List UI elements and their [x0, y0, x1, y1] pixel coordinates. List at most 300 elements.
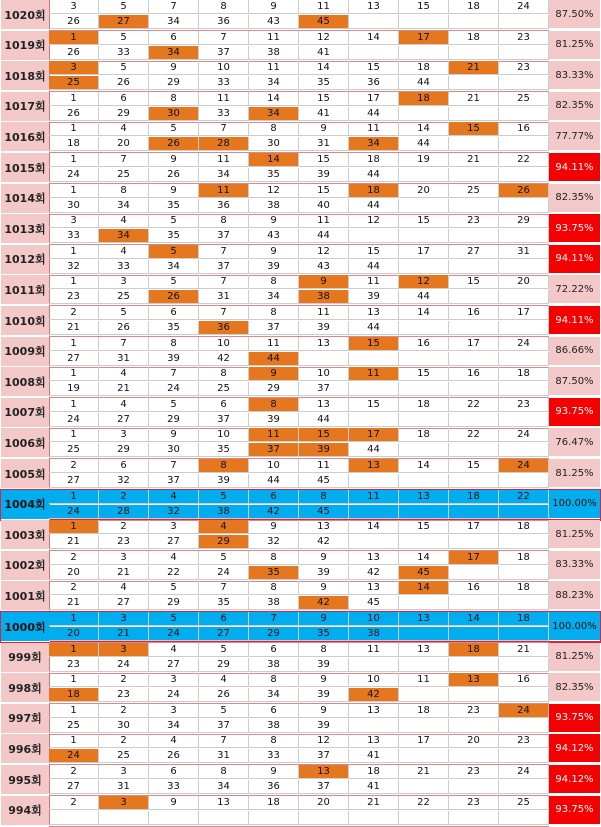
number-cell: 37 — [199, 229, 249, 243]
number-cell: 35 — [299, 627, 349, 641]
number-cell: 4 — [149, 490, 199, 504]
number-cell: 25 — [499, 92, 549, 106]
number-cell — [499, 658, 549, 672]
number-cell — [449, 290, 499, 304]
number-cell: 42 — [299, 535, 349, 549]
round-label: 1005회 — [1, 459, 50, 489]
number-cell: 18 — [499, 367, 549, 381]
number-cell: 14 — [399, 459, 449, 473]
number-cell: 24 — [499, 337, 549, 351]
number-cell: 29 — [199, 658, 249, 672]
number-cell: 1 — [49, 520, 99, 534]
round-label: 1016회 — [1, 122, 50, 152]
number-cell — [449, 107, 499, 121]
number-cell: 8 — [149, 337, 199, 351]
number-cell — [399, 199, 449, 213]
number-cell: 12 — [399, 275, 449, 289]
number-cell: 9 — [249, 367, 299, 381]
number-cell — [399, 15, 449, 29]
number-cell: 24 — [499, 459, 549, 473]
number-cell: 21 — [399, 765, 449, 779]
number-cell — [399, 627, 449, 641]
number-cell: 26 — [149, 290, 199, 304]
number-cell: 14 — [249, 92, 299, 106]
round-label: 1013회 — [1, 214, 50, 244]
number-cell: 5 — [149, 245, 199, 259]
number-cell — [499, 688, 549, 702]
number-cell: 21 — [349, 796, 399, 810]
number-cell: 27 — [49, 780, 99, 794]
number-cell: 13 — [299, 337, 349, 351]
number-cell: 13 — [299, 398, 349, 412]
number-cell: 34 — [349, 137, 399, 151]
table-row — [0, 734, 601, 764]
number-cell: 35 — [199, 443, 249, 457]
number-cell: 35 — [249, 566, 299, 580]
number-cell: 9 — [299, 704, 349, 718]
number-cell: 7 — [99, 153, 149, 167]
match-percent: 94.11% — [549, 245, 600, 274]
number-cell: 39 — [299, 321, 349, 335]
number-cell: 21 — [99, 382, 149, 396]
table-row — [0, 796, 601, 826]
number-cell: 2 — [99, 673, 149, 687]
round-label: 997회 — [1, 704, 50, 734]
number-cell: 11 — [249, 428, 299, 442]
number-cell: 38 — [249, 596, 299, 610]
number-cell — [449, 627, 499, 641]
number-cell: 7 — [199, 734, 249, 748]
table-row — [0, 704, 601, 734]
table-row — [0, 275, 601, 305]
number-cell: 2 — [99, 734, 149, 748]
number-cell: 18 — [499, 581, 549, 595]
number-cell: 11 — [249, 61, 299, 75]
number-cell: 44 — [349, 260, 399, 274]
number-cell — [499, 107, 549, 121]
match-percent: 83.33% — [549, 61, 600, 90]
number-cell: 15 — [399, 520, 449, 534]
number-cell: 39 — [299, 719, 349, 733]
number-cell: 29 — [149, 596, 199, 610]
number-cell: 39 — [349, 290, 399, 304]
number-cell: 29 — [99, 443, 149, 457]
number-cell — [499, 596, 549, 610]
number-cell: 21 — [99, 627, 149, 641]
number-cell: 18 — [399, 92, 449, 106]
number-cell — [399, 474, 449, 488]
number-cell: 1 — [49, 122, 99, 136]
number-cell: 31 — [199, 749, 249, 763]
round-label: 1012회 — [1, 245, 50, 275]
table-row — [0, 673, 601, 703]
table-row — [0, 428, 601, 458]
table-row — [0, 306, 601, 336]
number-cell: 25 — [99, 749, 149, 763]
number-cell — [299, 352, 349, 366]
number-cell — [499, 382, 549, 396]
number-cell: 10 — [349, 612, 399, 626]
number-cell: 18 — [49, 137, 99, 151]
number-cell: 13 — [449, 673, 499, 687]
number-cell: 37 — [199, 719, 249, 733]
number-cell — [499, 46, 549, 60]
number-cell: 13 — [399, 643, 449, 657]
number-cell: 10 — [349, 673, 399, 687]
number-cell — [349, 505, 399, 519]
number-cell — [399, 168, 449, 182]
number-cell: 35 — [149, 229, 199, 243]
number-cell: 13 — [349, 306, 399, 320]
number-cell: 41 — [349, 780, 399, 794]
number-cell: 8 — [299, 643, 349, 657]
number-cell: 39 — [249, 413, 299, 427]
number-cell — [449, 352, 499, 366]
number-cell — [449, 46, 499, 60]
number-cell — [399, 321, 449, 335]
number-cell: 24 — [149, 627, 199, 641]
match-percent: 82.35% — [549, 673, 600, 702]
number-cell: 29 — [149, 413, 199, 427]
number-cell: 41 — [349, 749, 399, 763]
number-cell: 8 — [299, 490, 349, 504]
number-cell: 24 — [499, 765, 549, 779]
number-cell: 24 — [499, 704, 549, 718]
number-cell: 1 — [49, 245, 99, 259]
match-percent: 93.75% — [549, 704, 600, 733]
number-cell: 38 — [249, 46, 299, 60]
number-cell: 20 — [49, 566, 99, 580]
number-cell: 8 — [249, 581, 299, 595]
number-cell: 44 — [249, 352, 299, 366]
number-cell: 27 — [149, 658, 199, 672]
number-cell: 16 — [449, 367, 499, 381]
number-cell: 26 — [149, 168, 199, 182]
number-cell: 8 — [249, 734, 299, 748]
number-cell: 39 — [299, 566, 349, 580]
number-cell: 44 — [349, 168, 399, 182]
number-cell — [499, 260, 549, 274]
number-cell: 1 — [49, 398, 99, 412]
number-cell: 3 — [99, 275, 149, 289]
number-cell: 23 — [99, 688, 149, 702]
number-cell: 4 — [99, 398, 149, 412]
number-cell — [399, 688, 449, 702]
number-cell: 44 — [349, 321, 399, 335]
number-cell: 11 — [349, 122, 399, 136]
number-cell: 34 — [199, 168, 249, 182]
number-cell: 33 — [199, 107, 249, 121]
number-cell: 8 — [99, 184, 149, 198]
number-cell — [449, 229, 499, 243]
table-row — [0, 61, 601, 91]
number-cell: 6 — [199, 612, 249, 626]
number-cell: 33 — [199, 76, 249, 90]
number-cell: 30 — [249, 137, 299, 151]
number-cell — [499, 749, 549, 763]
number-cell: 33 — [99, 260, 149, 274]
round-label: 1009회 — [1, 337, 50, 367]
number-cell — [399, 229, 449, 243]
number-cell: 5 — [199, 490, 249, 504]
number-cell: 1 — [49, 92, 99, 106]
number-cell: 23 — [449, 214, 499, 228]
number-cell: 34 — [199, 780, 249, 794]
number-cell: 39 — [299, 168, 349, 182]
number-cell: 3 — [99, 796, 149, 810]
number-cell: 40 — [299, 199, 349, 213]
number-cell — [349, 413, 399, 427]
number-cell: 9 — [149, 184, 199, 198]
number-cell — [149, 811, 199, 825]
number-cell: 4 — [99, 245, 149, 259]
number-cell — [449, 658, 499, 672]
number-cell: 39 — [299, 688, 349, 702]
number-cell — [499, 168, 549, 182]
number-cell: 29 — [499, 214, 549, 228]
number-cell — [399, 505, 449, 519]
number-cell: 11 — [349, 367, 399, 381]
number-cell — [449, 382, 499, 396]
number-cell: 25 — [499, 796, 549, 810]
match-percent: 94.11% — [549, 153, 600, 182]
number-cell: 8 — [199, 765, 249, 779]
number-cell — [499, 15, 549, 29]
number-cell: 15 — [449, 122, 499, 136]
number-cell: 6 — [249, 643, 299, 657]
round-label: 1008회 — [1, 367, 50, 397]
match-percent: 94.12% — [549, 734, 600, 763]
number-cell: 9 — [249, 0, 299, 14]
round-label: 1017회 — [1, 92, 50, 122]
number-cell: 44 — [299, 229, 349, 243]
number-cell: 5 — [99, 31, 149, 45]
number-cell: 1 — [49, 428, 99, 442]
number-cell: 13 — [349, 734, 399, 748]
number-cell: 8 — [199, 459, 249, 473]
number-cell: 8 — [249, 122, 299, 136]
number-cell: 7 — [99, 337, 149, 351]
number-cell: 24 — [49, 749, 99, 763]
number-cell: 8 — [199, 367, 249, 381]
number-cell: 35 — [249, 168, 299, 182]
number-cell: 15 — [399, 0, 449, 14]
match-percent: 94.12% — [549, 765, 600, 794]
number-cell: 24 — [499, 0, 549, 14]
number-cell: 25 — [199, 382, 249, 396]
number-cell: 5 — [199, 643, 249, 657]
number-cell: 37 — [199, 260, 249, 274]
table-row — [0, 551, 601, 581]
number-cell: 37 — [249, 321, 299, 335]
number-cell: 37 — [299, 749, 349, 763]
number-cell: 25 — [49, 719, 99, 733]
table-row — [0, 765, 601, 795]
number-cell — [449, 168, 499, 182]
number-cell: 2 — [99, 520, 149, 534]
number-cell: 30 — [149, 443, 199, 457]
number-cell: 8 — [199, 214, 249, 228]
number-cell: 44 — [399, 137, 449, 151]
number-cell: 24 — [49, 168, 99, 182]
number-cell: 11 — [299, 214, 349, 228]
number-cell: 5 — [149, 275, 199, 289]
number-cell: 9 — [149, 428, 199, 442]
number-cell — [349, 15, 399, 29]
match-percent: 81.25% — [549, 643, 600, 672]
number-cell: 24 — [99, 658, 149, 672]
number-cell: 23 — [49, 658, 99, 672]
round-label: 994회 — [1, 796, 50, 826]
number-cell: 44 — [399, 290, 449, 304]
number-cell: 38 — [349, 627, 399, 641]
number-cell — [399, 535, 449, 549]
number-cell: 26 — [49, 15, 99, 29]
table-row — [0, 245, 601, 275]
number-cell: 21 — [499, 643, 549, 657]
round-label: 1011회 — [1, 275, 50, 305]
number-cell: 13 — [399, 490, 449, 504]
number-cell — [399, 413, 449, 427]
number-cell: 4 — [99, 214, 149, 228]
number-cell: 5 — [149, 581, 199, 595]
number-cell: 11 — [249, 337, 299, 351]
number-cell: 10 — [299, 367, 349, 381]
round-label: 1006회 — [1, 428, 50, 458]
number-cell: 34 — [149, 719, 199, 733]
match-percent: 81.25% — [549, 520, 600, 549]
number-cell: 2 — [49, 765, 99, 779]
match-percent: 76.47% — [549, 428, 600, 457]
number-cell: 23 — [499, 734, 549, 748]
number-cell: 38 — [249, 199, 299, 213]
number-cell: 15 — [349, 337, 399, 351]
round-label: 998회 — [1, 673, 50, 703]
number-cell — [499, 76, 549, 90]
number-cell — [449, 321, 499, 335]
number-cell: 2 — [49, 581, 99, 595]
number-cell — [399, 780, 449, 794]
number-cell — [449, 749, 499, 763]
number-cell: 34 — [249, 76, 299, 90]
number-cell: 5 — [199, 704, 249, 718]
round-label: 1003회 — [1, 520, 50, 550]
number-cell — [249, 811, 299, 825]
number-cell: 15 — [299, 184, 349, 198]
number-cell — [449, 535, 499, 549]
number-cell: 9 — [299, 122, 349, 136]
number-cell — [449, 413, 499, 427]
number-cell: 19 — [399, 153, 449, 167]
number-cell: 12 — [299, 31, 349, 45]
number-cell: 8 — [249, 275, 299, 289]
number-cell: 32 — [249, 535, 299, 549]
number-cell: 25 — [49, 443, 99, 457]
table-row — [0, 214, 601, 244]
number-cell: 26 — [149, 137, 199, 151]
number-cell — [449, 688, 499, 702]
number-cell: 6 — [249, 704, 299, 718]
number-cell: 11 — [399, 673, 449, 687]
number-cell: 45 — [349, 596, 399, 610]
number-cell: 26 — [49, 46, 99, 60]
number-cell: 2 — [99, 704, 149, 718]
number-cell: 22 — [499, 490, 549, 504]
number-cell: 28 — [99, 505, 149, 519]
round-label: 1018회 — [1, 61, 50, 91]
number-cell: 42 — [299, 596, 349, 610]
match-percent: 81.25% — [549, 459, 600, 488]
number-cell: 20 — [449, 734, 499, 748]
number-cell — [449, 15, 499, 29]
number-cell: 2 — [49, 796, 99, 810]
number-cell: 37 — [299, 382, 349, 396]
number-cell: 5 — [149, 612, 199, 626]
number-cell: 17 — [449, 520, 499, 534]
number-cell: 14 — [399, 122, 449, 136]
number-cell: 21 — [449, 61, 499, 75]
number-cell: 22 — [499, 153, 549, 167]
number-cell: 20 — [49, 627, 99, 641]
row-divider — [49, 826, 549, 827]
match-percent: 77.77% — [549, 122, 600, 151]
number-cell: 9 — [149, 796, 199, 810]
number-cell: 7 — [199, 275, 249, 289]
number-cell: 6 — [149, 31, 199, 45]
number-cell: 26 — [49, 107, 99, 121]
number-cell: 18 — [499, 612, 549, 626]
number-cell: 36 — [349, 76, 399, 90]
number-cell: 25 — [99, 290, 149, 304]
number-cell: 21 — [49, 535, 99, 549]
number-cell — [399, 107, 449, 121]
number-cell: 1 — [49, 153, 99, 167]
number-cell: 29 — [99, 107, 149, 121]
number-cell: 30 — [49, 199, 99, 213]
number-cell: 9 — [249, 214, 299, 228]
number-cell: 6 — [149, 306, 199, 320]
number-cell: 1 — [49, 367, 99, 381]
number-cell: 18 — [449, 490, 499, 504]
number-cell: 30 — [149, 107, 199, 121]
number-cell: 21 — [99, 566, 149, 580]
number-cell: 1 — [49, 612, 99, 626]
number-cell: 15 — [299, 428, 349, 442]
number-cell: 7 — [249, 612, 299, 626]
number-cell — [399, 382, 449, 396]
number-cell: 23 — [449, 765, 499, 779]
number-cell — [449, 780, 499, 794]
number-cell: 1 — [49, 490, 99, 504]
number-cell — [499, 474, 549, 488]
number-cell: 24 — [499, 428, 549, 442]
number-cell: 14 — [399, 551, 449, 565]
number-cell: 17 — [399, 31, 449, 45]
number-cell: 27 — [149, 535, 199, 549]
number-cell — [449, 474, 499, 488]
number-cell: 3 — [149, 704, 199, 718]
number-cell — [399, 719, 449, 733]
number-cell: 3 — [99, 643, 149, 657]
number-cell: 6 — [149, 765, 199, 779]
number-cell: 27 — [99, 413, 149, 427]
number-cell: 17 — [499, 306, 549, 320]
number-cell — [499, 443, 549, 457]
number-cell — [449, 719, 499, 733]
number-cell: 3 — [99, 612, 149, 626]
number-cell: 18 — [449, 0, 499, 14]
number-cell: 13 — [199, 796, 249, 810]
